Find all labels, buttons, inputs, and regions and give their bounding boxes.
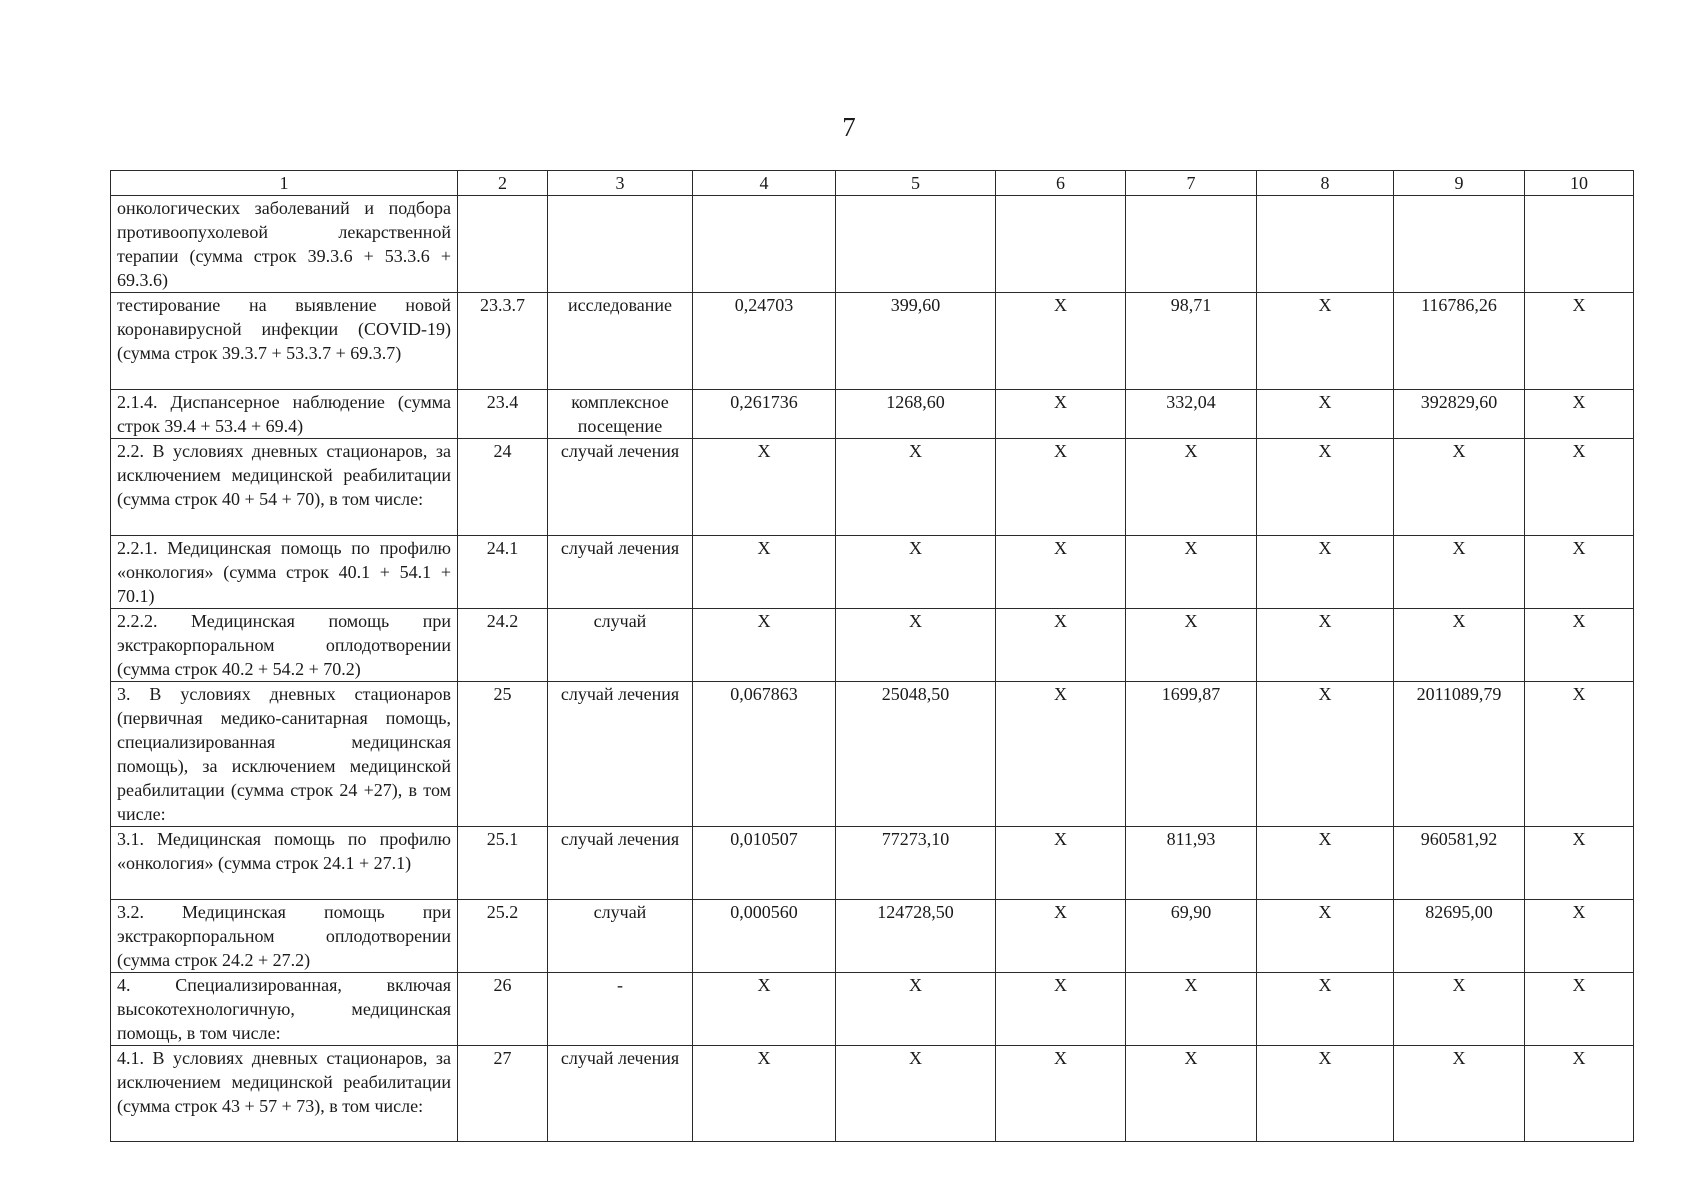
value-col5: 124728,50 [836,900,996,973]
value-col8: X [1257,682,1394,827]
value-col7: 1699,87 [1126,682,1257,827]
table-row [111,682,1634,827]
value-col4: 0,261736 [693,390,836,439]
value-col5: X [836,609,996,682]
row-code: 24.1 [458,536,548,609]
row-code: 27 [458,1046,548,1142]
value-col6: X [996,682,1126,827]
col-header: 5 [836,171,996,196]
value-col6: X [996,390,1126,439]
row-code: 25.1 [458,827,548,900]
col-header: 2 [458,171,548,196]
unit: исследование [548,293,693,390]
table-row [111,196,1634,293]
row-label: 3. В условиях дневных стационаров (первичная медико-санитарная помощь, специализированная медицинская помощь), за исключением медицинской реабилитации (сумма строк 24 +27), в том числе: [111,682,458,827]
table-row [111,973,1634,1046]
col-header: 8 [1257,171,1394,196]
value-col6: X [996,827,1126,900]
col-header: 9 [1394,171,1525,196]
value-col9: X [1394,973,1525,1046]
value-col7: 811,93 [1126,827,1257,900]
value-col4: 0,067863 [693,682,836,827]
row-code: 25 [458,682,548,827]
col-header: 3 [548,171,693,196]
value-col9: X [1394,536,1525,609]
row-code: 26 [458,973,548,1046]
unit: случай лечения [548,682,693,827]
value-col9: 82695,00 [1394,900,1525,973]
value-col4: X [693,439,836,536]
value-col6: X [996,536,1126,609]
value-col8: X [1257,900,1394,973]
value-col6: X [996,293,1126,390]
row-code: 23.4 [458,390,548,439]
value-col5: 25048,50 [836,682,996,827]
value-col5: X [836,439,996,536]
unit: комплексное посещение [548,390,693,439]
value-col6: X [996,609,1126,682]
value-col10: X [1525,439,1634,536]
value-col7 [1126,196,1257,293]
value-col6: X [996,900,1126,973]
row-code: 23.3.7 [458,293,548,390]
col-header: 1 [111,171,458,196]
table-row [111,439,1634,536]
value-col5: 77273,10 [836,827,996,900]
value-col9: X [1394,609,1525,682]
value-col4: X [693,1046,836,1142]
table-row [111,609,1634,682]
value-col6 [996,196,1126,293]
value-col7: X [1126,609,1257,682]
value-col4: X [693,536,836,609]
value-col4: 0,010507 [693,827,836,900]
row-code: 24.2 [458,609,548,682]
value-col9: X [1394,1046,1525,1142]
value-col8: X [1257,827,1394,900]
table-row [111,390,1634,439]
header-row [111,171,1634,196]
value-col9: 116786,26 [1394,293,1525,390]
data-table [110,170,1634,1142]
row-label: онкологических заболеваний и подбора противоопухолевой лекарственной терапии (сумма строк 39.3.6 + 53.3.6 + 69.3.6) [111,196,458,293]
value-col4: X [693,973,836,1046]
value-col7: 69,90 [1126,900,1257,973]
row-label: 2.2. В условиях дневных стационаров, за исключением медицинской реабилитации (сумма строк 40 + 54 + 70), в том числе: [111,439,458,536]
row-label: 2.1.4. Диспансерное наблюдение (сумма строк 39.4 + 53.4 + 69.4) [111,390,458,439]
row-code: 25.2 [458,900,548,973]
unit: случай лечения [548,536,693,609]
value-col8: X [1257,1046,1394,1142]
row-label: 3.2. Медицинская помощь при экстракорпоральном оплодотворении (сумма строк 24.2 + 27.2) [111,900,458,973]
value-col4: X [693,609,836,682]
value-col5: X [836,536,996,609]
value-col4: 0,000560 [693,900,836,973]
value-col10 [1525,196,1634,293]
value-col10: X [1525,973,1634,1046]
table-row [111,536,1634,609]
value-col7: X [1126,973,1257,1046]
value-col5: 1268,60 [836,390,996,439]
table-row [111,900,1634,973]
row-label: 2.2.2. Медицинская помощь при экстракорпоральном оплодотворении (сумма строк 40.2 + 54.2 + 70.2) [111,609,458,682]
col-header: 4 [693,171,836,196]
row-label: тестирование на выявление новой коронавирусной инфекции (COVID-19) (сумма строк 39.3.7 + 53.3.7 + 69.3.7) [111,293,458,390]
value-col8: X [1257,973,1394,1046]
row-label: 4.1. В условиях дневных стационаров, за исключением медицинской реабилитации (сумма строк 43 + 57 + 73), в том числе: [111,1046,458,1142]
value-col7: X [1126,439,1257,536]
value-col4: 0,24703 [693,293,836,390]
col-header: 7 [1126,171,1257,196]
value-col5: 399,60 [836,293,996,390]
value-col7: X [1126,1046,1257,1142]
row-code: 24 [458,439,548,536]
unit: случай [548,900,693,973]
value-col8: X [1257,390,1394,439]
value-col9: X [1394,439,1525,536]
value-col10: X [1525,390,1634,439]
value-col10: X [1525,536,1634,609]
value-col5: X [836,1046,996,1142]
row-label: 4. Специализированная, включая высокотехнологичную, медицинская помощь, в том числе: [111,973,458,1046]
value-col8: X [1257,293,1394,390]
page-number: 7 [842,112,856,142]
unit: случай лечения [548,827,693,900]
value-col5 [836,196,996,293]
value-col10: X [1525,827,1634,900]
value-col10: X [1525,1046,1634,1142]
value-col7: X [1126,536,1257,609]
unit [548,196,693,293]
value-col6: X [996,439,1126,536]
unit: случай лечения [548,1046,693,1142]
row-label: 2.2.1. Медицинская помощь по профилю «онкология» (сумма строк 40.1 + 54.1 + 70.1) [111,536,458,609]
value-col8 [1257,196,1394,293]
row-label: 3.1. Медицинская помощь по профилю «онкология» (сумма строк 24.1 + 27.1) [111,827,458,900]
value-col7: 98,71 [1126,293,1257,390]
value-col8: X [1257,609,1394,682]
value-col9: 392829,60 [1394,390,1525,439]
value-col6: X [996,973,1126,1046]
col-header: 6 [996,171,1126,196]
table-row [111,293,1634,390]
value-col6: X [996,1046,1126,1142]
value-col9: 2011089,79 [1394,682,1525,827]
unit: случай [548,609,693,682]
value-col9 [1394,196,1525,293]
table-row [111,1046,1634,1142]
value-col10: X [1525,609,1634,682]
value-col7: 332,04 [1126,390,1257,439]
value-col10: X [1525,293,1634,390]
value-col10: X [1525,682,1634,827]
value-col10: X [1525,900,1634,973]
unit: случай лечения [548,439,693,536]
value-col8: X [1257,536,1394,609]
col-header: 10 [1525,171,1634,196]
value-col5: X [836,973,996,1046]
unit: - [548,973,693,1046]
row-code [458,196,548,293]
table-row [111,827,1634,900]
value-col4 [693,196,836,293]
value-col9: 960581,92 [1394,827,1525,900]
value-col8: X [1257,439,1394,536]
